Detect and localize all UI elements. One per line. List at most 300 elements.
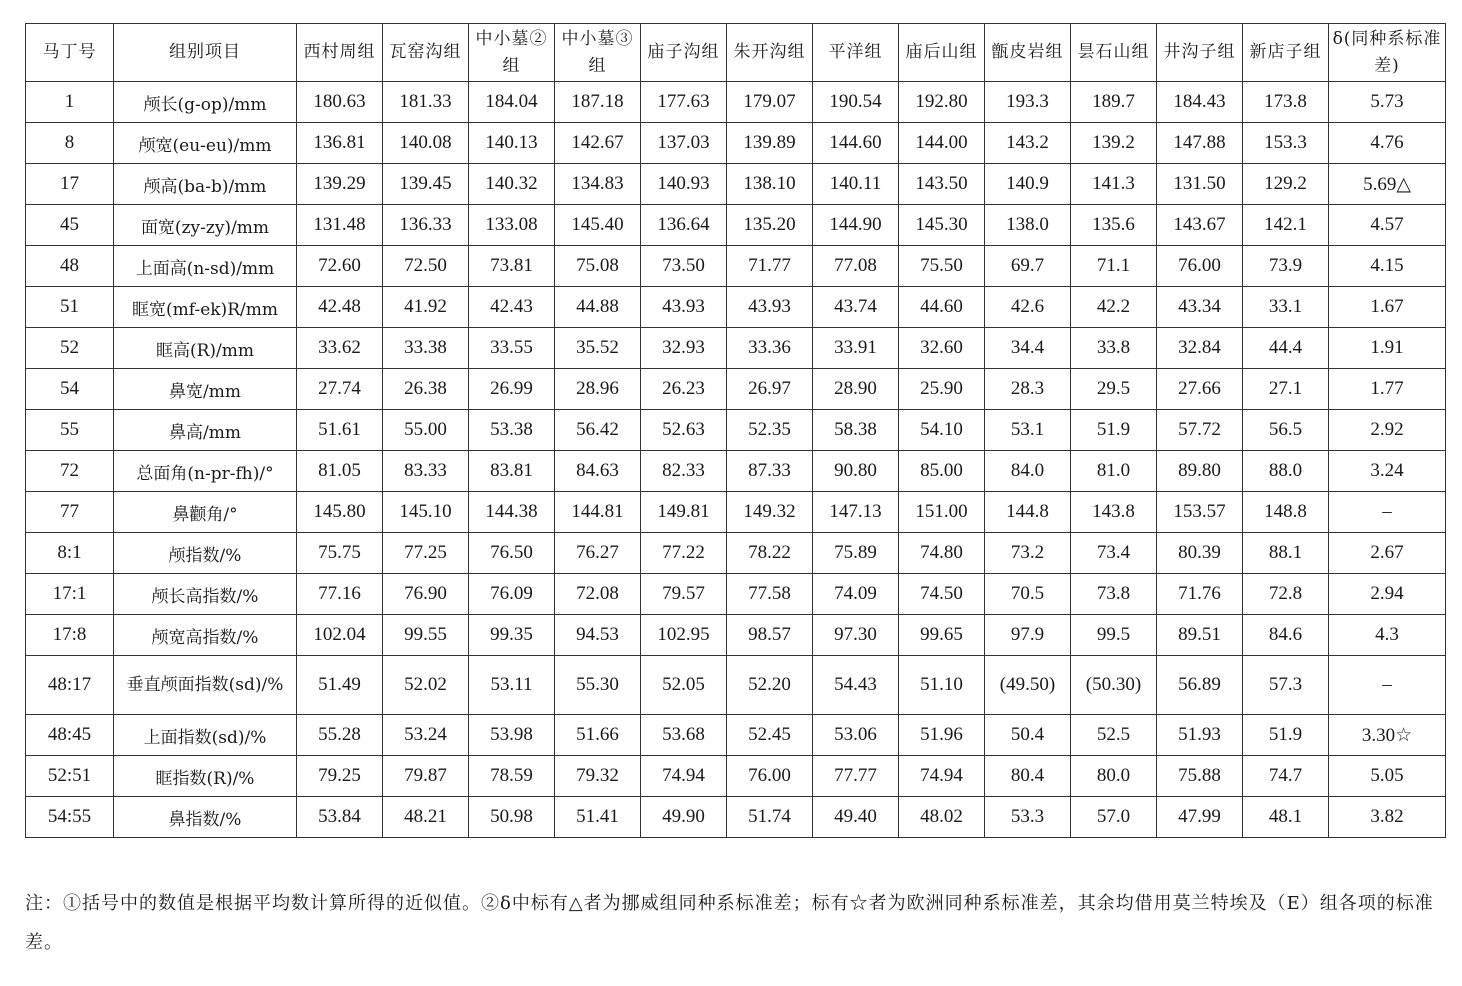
value-cell: 76.00	[727, 756, 813, 797]
std-deviation-cell: 5.73	[1329, 82, 1446, 123]
value-cell: 97.30	[813, 615, 899, 656]
value-cell: 140.93	[641, 164, 727, 205]
value-cell: 43.93	[641, 287, 727, 328]
value-cell: 51.9	[1243, 715, 1329, 756]
martin-number-cell: 17:1	[26, 574, 114, 615]
value-cell: 131.48	[297, 205, 383, 246]
value-cell: 26.38	[383, 369, 469, 410]
value-cell: 53.98	[469, 715, 555, 756]
value-cell: 73.81	[469, 246, 555, 287]
value-cell: 135.6	[1071, 205, 1157, 246]
value-cell: 52.63	[641, 410, 727, 451]
value-cell: 52.20	[727, 656, 813, 715]
value-cell: 52.35	[727, 410, 813, 451]
value-cell: 49.90	[641, 797, 727, 838]
value-cell: 50.4	[985, 715, 1071, 756]
value-cell: 44.4	[1243, 328, 1329, 369]
value-cell: 145.10	[383, 492, 469, 533]
value-cell: 70.5	[985, 574, 1071, 615]
item-label-cell: 眶高(R)/mm	[114, 328, 297, 369]
item-label-cell: 上面指数(sd)/%	[114, 715, 297, 756]
value-cell: 74.7	[1243, 756, 1329, 797]
value-cell: 83.33	[383, 451, 469, 492]
table-row	[26, 328, 1446, 369]
value-cell: 136.33	[383, 205, 469, 246]
value-cell: 33.8	[1071, 328, 1157, 369]
value-cell: 52.02	[383, 656, 469, 715]
value-cell: 84.63	[555, 451, 641, 492]
value-cell: 32.60	[899, 328, 985, 369]
value-cell: 51.61	[297, 410, 383, 451]
value-cell: 81.05	[297, 451, 383, 492]
table-row	[26, 369, 1446, 410]
value-cell: 76.27	[555, 533, 641, 574]
table-row	[26, 533, 1446, 574]
value-cell: 98.57	[727, 615, 813, 656]
value-cell: 137.03	[641, 123, 727, 164]
value-cell: 77.16	[297, 574, 383, 615]
value-cell: 33.91	[813, 328, 899, 369]
value-cell: 144.60	[813, 123, 899, 164]
value-cell: 72.8	[1243, 574, 1329, 615]
value-cell: 136.64	[641, 205, 727, 246]
value-cell: 73.50	[641, 246, 727, 287]
value-cell: 53.06	[813, 715, 899, 756]
value-cell: 89.51	[1157, 615, 1243, 656]
value-cell: 78.22	[727, 533, 813, 574]
value-cell: 83.81	[469, 451, 555, 492]
martin-number-cell: 51	[26, 287, 114, 328]
table-row	[26, 205, 1446, 246]
value-cell: 90.80	[813, 451, 899, 492]
value-cell: 71.1	[1071, 246, 1157, 287]
value-cell: 173.8	[1243, 82, 1329, 123]
value-cell: 74.94	[899, 756, 985, 797]
value-cell: 140.32	[469, 164, 555, 205]
std-deviation-cell: 4.76	[1329, 123, 1446, 164]
value-cell: (49.50)	[985, 656, 1071, 715]
value-cell: 153.3	[1243, 123, 1329, 164]
std-deviation-cell: 1.91	[1329, 328, 1446, 369]
value-cell: 75.89	[813, 533, 899, 574]
martin-number-cell: 17:8	[26, 615, 114, 656]
value-cell: 82.33	[641, 451, 727, 492]
table-row	[26, 615, 1446, 656]
value-cell: 53.38	[469, 410, 555, 451]
value-cell: 145.80	[297, 492, 383, 533]
value-cell: 56.89	[1157, 656, 1243, 715]
value-cell: 48.1	[1243, 797, 1329, 838]
table-body	[26, 82, 1446, 838]
value-cell: 138.0	[985, 205, 1071, 246]
value-cell: 51.93	[1157, 715, 1243, 756]
value-cell: 76.09	[469, 574, 555, 615]
value-cell: 28.96	[555, 369, 641, 410]
header-miaozigou: 庙子沟组	[641, 24, 727, 82]
value-cell: 55.30	[555, 656, 641, 715]
value-cell: 53.24	[383, 715, 469, 756]
item-label-cell: 鼻高/mm	[114, 410, 297, 451]
std-deviation-cell: 4.3	[1329, 615, 1446, 656]
value-cell: 52.5	[1071, 715, 1157, 756]
value-cell: 87.33	[727, 451, 813, 492]
item-label-cell: 鼻宽/mm	[114, 369, 297, 410]
header-martin-number: 马丁号	[26, 24, 114, 82]
craniometric-comparison-table	[25, 23, 1446, 838]
martin-number-cell: 77	[26, 492, 114, 533]
value-cell: 180.63	[297, 82, 383, 123]
header-pingyang: 平洋组	[813, 24, 899, 82]
header-jinggouzi: 井沟子组	[1157, 24, 1243, 82]
value-cell: 193.3	[985, 82, 1071, 123]
table-row	[26, 246, 1446, 287]
table-row	[26, 451, 1446, 492]
value-cell: 52.45	[727, 715, 813, 756]
value-cell: 80.4	[985, 756, 1071, 797]
item-label-cell: 颅宽(eu-eu)/mm	[114, 123, 297, 164]
value-cell: 89.80	[1157, 451, 1243, 492]
item-label-cell: 面宽(zy-zy)/mm	[114, 205, 297, 246]
header-zhukaigou: 朱开沟组	[727, 24, 813, 82]
martin-number-cell: 72	[26, 451, 114, 492]
value-cell: 94.53	[555, 615, 641, 656]
item-label-cell: 眶宽(mf-ek)R/mm	[114, 287, 297, 328]
table-row	[26, 287, 1446, 328]
value-cell: 192.80	[899, 82, 985, 123]
table-row	[26, 410, 1446, 451]
martin-number-cell: 48	[26, 246, 114, 287]
value-cell: 102.95	[641, 615, 727, 656]
value-cell: 26.97	[727, 369, 813, 410]
value-cell: 145.30	[899, 205, 985, 246]
header-zhongxiaomu-3: 中小墓③组	[555, 24, 641, 82]
value-cell: 189.7	[1071, 82, 1157, 123]
value-cell: 42.48	[297, 287, 383, 328]
value-cell: 33.55	[469, 328, 555, 369]
martin-number-cell: 54	[26, 369, 114, 410]
value-cell: 57.0	[1071, 797, 1157, 838]
value-cell: 145.40	[555, 205, 641, 246]
table-row	[26, 756, 1446, 797]
value-cell: 184.04	[469, 82, 555, 123]
value-cell: 54.10	[899, 410, 985, 451]
value-cell: 84.0	[985, 451, 1071, 492]
table-row	[26, 797, 1446, 838]
header-xicunzhou: 西村周组	[297, 24, 383, 82]
std-deviation-cell: 3.24	[1329, 451, 1446, 492]
value-cell: 71.77	[727, 246, 813, 287]
header-tanshishan: 昙石山组	[1071, 24, 1157, 82]
value-cell: 75.50	[899, 246, 985, 287]
header-row	[26, 24, 1446, 82]
value-cell: 50.98	[469, 797, 555, 838]
value-cell: 28.90	[813, 369, 899, 410]
table-header	[26, 24, 1446, 82]
value-cell: 79.57	[641, 574, 727, 615]
value-cell: 144.00	[899, 123, 985, 164]
value-cell: 73.2	[985, 533, 1071, 574]
value-cell: 69.7	[985, 246, 1071, 287]
value-cell: 44.60	[899, 287, 985, 328]
value-cell: 75.08	[555, 246, 641, 287]
item-label-cell: 总面角(n-pr-fh)/°	[114, 451, 297, 492]
value-cell: 42.6	[985, 287, 1071, 328]
table-row	[26, 492, 1446, 533]
value-cell: 151.00	[899, 492, 985, 533]
value-cell: 84.6	[1243, 615, 1329, 656]
item-label-cell: 颅宽高指数/%	[114, 615, 297, 656]
value-cell: 144.81	[555, 492, 641, 533]
value-cell: 51.10	[899, 656, 985, 715]
value-cell: 102.04	[297, 615, 383, 656]
std-deviation-cell: –	[1329, 656, 1446, 715]
value-cell: 48.21	[383, 797, 469, 838]
std-deviation-cell: 2.92	[1329, 410, 1446, 451]
value-cell: 140.9	[985, 164, 1071, 205]
value-cell: 81.0	[1071, 451, 1157, 492]
value-cell: 97.9	[985, 615, 1071, 656]
value-cell: 78.59	[469, 756, 555, 797]
value-cell: 56.42	[555, 410, 641, 451]
martin-number-cell: 52	[26, 328, 114, 369]
value-cell: 42.43	[469, 287, 555, 328]
item-label-cell: 鼻指数/%	[114, 797, 297, 838]
value-cell: 72.50	[383, 246, 469, 287]
value-cell: 73.9	[1243, 246, 1329, 287]
std-deviation-cell: 2.67	[1329, 533, 1446, 574]
header-wayaogou: 瓦窑沟组	[383, 24, 469, 82]
value-cell: 99.5	[1071, 615, 1157, 656]
value-cell: 27.1	[1243, 369, 1329, 410]
martin-number-cell: 48:17	[26, 656, 114, 715]
std-deviation-cell: 1.77	[1329, 369, 1446, 410]
value-cell: 53.1	[985, 410, 1071, 451]
std-deviation-cell: 3.30☆	[1329, 715, 1446, 756]
value-cell: 80.39	[1157, 533, 1243, 574]
value-cell: 139.89	[727, 123, 813, 164]
table-row	[26, 656, 1446, 715]
value-cell: 76.00	[1157, 246, 1243, 287]
value-cell: 73.4	[1071, 533, 1157, 574]
martin-number-cell: 55	[26, 410, 114, 451]
value-cell: 32.93	[641, 328, 727, 369]
value-cell: 144.8	[985, 492, 1071, 533]
value-cell: 181.33	[383, 82, 469, 123]
value-cell: 138.10	[727, 164, 813, 205]
std-deviation-cell: 4.57	[1329, 205, 1446, 246]
std-deviation-cell: 5.69△	[1329, 164, 1446, 205]
header-zhongxiaomu-2: 中小墓②组	[469, 24, 555, 82]
value-cell: 41.92	[383, 287, 469, 328]
value-cell: 142.1	[1243, 205, 1329, 246]
value-cell: 29.5	[1071, 369, 1157, 410]
value-cell: 143.8	[1071, 492, 1157, 533]
item-label-cell: 垂直颅面指数(sd)/%	[114, 656, 297, 715]
value-cell: 143.67	[1157, 205, 1243, 246]
table-row	[26, 82, 1446, 123]
value-cell: 26.99	[469, 369, 555, 410]
value-cell: 55.28	[297, 715, 383, 756]
value-cell: 190.54	[813, 82, 899, 123]
value-cell: 144.90	[813, 205, 899, 246]
value-cell: 42.2	[1071, 287, 1157, 328]
item-label-cell: 颅指数/%	[114, 533, 297, 574]
value-cell: (50.30)	[1071, 656, 1157, 715]
measurement-table-container	[25, 23, 1441, 838]
value-cell: 143.2	[985, 123, 1071, 164]
value-cell: 53.84	[297, 797, 383, 838]
value-cell: 99.35	[469, 615, 555, 656]
value-cell: 140.13	[469, 123, 555, 164]
value-cell: 27.74	[297, 369, 383, 410]
value-cell: 53.68	[641, 715, 727, 756]
table-row	[26, 123, 1446, 164]
value-cell: 184.43	[1157, 82, 1243, 123]
value-cell: 149.81	[641, 492, 727, 533]
value-cell: 33.1	[1243, 287, 1329, 328]
value-cell: 51.9	[1071, 410, 1157, 451]
value-cell: 52.05	[641, 656, 727, 715]
value-cell: 32.84	[1157, 328, 1243, 369]
item-label-cell: 上面高(n-sd)/mm	[114, 246, 297, 287]
value-cell: 177.63	[641, 82, 727, 123]
value-cell: 144.38	[469, 492, 555, 533]
value-cell: 43.34	[1157, 287, 1243, 328]
header-group-item: 组别项目	[114, 24, 297, 82]
std-deviation-cell: 3.82	[1329, 797, 1446, 838]
value-cell: 143.50	[899, 164, 985, 205]
value-cell: 140.11	[813, 164, 899, 205]
value-cell: 53.11	[469, 656, 555, 715]
value-cell: 133.08	[469, 205, 555, 246]
value-cell: 74.80	[899, 533, 985, 574]
value-cell: 141.3	[1071, 164, 1157, 205]
value-cell: 72.08	[555, 574, 641, 615]
martin-number-cell: 8	[26, 123, 114, 164]
std-deviation-cell: 1.67	[1329, 287, 1446, 328]
martin-number-cell: 1	[26, 82, 114, 123]
value-cell: 76.50	[469, 533, 555, 574]
value-cell: 51.49	[297, 656, 383, 715]
value-cell: 33.36	[727, 328, 813, 369]
value-cell: 74.50	[899, 574, 985, 615]
value-cell: 57.3	[1243, 656, 1329, 715]
header-xindianzi: 新店子组	[1243, 24, 1329, 82]
value-cell: 136.81	[297, 123, 383, 164]
value-cell: 129.2	[1243, 164, 1329, 205]
header-miaohoushan: 庙后山组	[899, 24, 985, 82]
value-cell: 77.22	[641, 533, 727, 574]
martin-number-cell: 54:55	[26, 797, 114, 838]
std-deviation-cell: 5.05	[1329, 756, 1446, 797]
value-cell: 77.58	[727, 574, 813, 615]
std-deviation-cell: 4.15	[1329, 246, 1446, 287]
value-cell: 147.13	[813, 492, 899, 533]
value-cell: 43.93	[727, 287, 813, 328]
value-cell: 35.52	[555, 328, 641, 369]
value-cell: 77.08	[813, 246, 899, 287]
value-cell: 99.65	[899, 615, 985, 656]
martin-number-cell: 52:51	[26, 756, 114, 797]
std-deviation-cell: 2.94	[1329, 574, 1446, 615]
value-cell: 44.88	[555, 287, 641, 328]
value-cell: 48.02	[899, 797, 985, 838]
item-label-cell: 眶指数(R)/%	[114, 756, 297, 797]
value-cell: 51.96	[899, 715, 985, 756]
value-cell: 79.87	[383, 756, 469, 797]
value-cell: 43.74	[813, 287, 899, 328]
value-cell: 147.88	[1157, 123, 1243, 164]
value-cell: 33.62	[297, 328, 383, 369]
martin-number-cell: 48:45	[26, 715, 114, 756]
value-cell: 26.23	[641, 369, 727, 410]
value-cell: 134.83	[555, 164, 641, 205]
value-cell: 71.76	[1157, 574, 1243, 615]
value-cell: 85.00	[899, 451, 985, 492]
value-cell: 76.90	[383, 574, 469, 615]
value-cell: 88.0	[1243, 451, 1329, 492]
item-label-cell: 鼻颧角/°	[114, 492, 297, 533]
value-cell: 34.4	[985, 328, 1071, 369]
value-cell: 75.88	[1157, 756, 1243, 797]
value-cell: 51.74	[727, 797, 813, 838]
value-cell: 74.09	[813, 574, 899, 615]
value-cell: 79.25	[297, 756, 383, 797]
item-label-cell: 颅高(ba-b)/mm	[114, 164, 297, 205]
value-cell: 33.38	[383, 328, 469, 369]
value-cell: 51.66	[555, 715, 641, 756]
martin-number-cell: 17	[26, 164, 114, 205]
value-cell: 153.57	[1157, 492, 1243, 533]
value-cell: 56.5	[1243, 410, 1329, 451]
value-cell: 79.32	[555, 756, 641, 797]
value-cell: 179.07	[727, 82, 813, 123]
value-cell: 77.25	[383, 533, 469, 574]
value-cell: 187.18	[555, 82, 641, 123]
value-cell: 80.0	[1071, 756, 1157, 797]
table-row	[26, 164, 1446, 205]
value-cell: 27.66	[1157, 369, 1243, 410]
value-cell: 47.99	[1157, 797, 1243, 838]
header-zengpiyan: 甑皮岩组	[985, 24, 1071, 82]
value-cell: 55.00	[383, 410, 469, 451]
header-delta-std: δ(同种系标准差)	[1329, 24, 1446, 82]
item-label-cell: 颅长(g-op)/mm	[114, 82, 297, 123]
table-row	[26, 715, 1446, 756]
value-cell: 57.72	[1157, 410, 1243, 451]
value-cell: 142.67	[555, 123, 641, 164]
value-cell: 74.94	[641, 756, 727, 797]
value-cell: 135.20	[727, 205, 813, 246]
value-cell: 131.50	[1157, 164, 1243, 205]
value-cell: 139.29	[297, 164, 383, 205]
value-cell: 73.8	[1071, 574, 1157, 615]
value-cell: 54.43	[813, 656, 899, 715]
value-cell: 77.77	[813, 756, 899, 797]
value-cell: 72.60	[297, 246, 383, 287]
value-cell: 88.1	[1243, 533, 1329, 574]
martin-number-cell: 8:1	[26, 533, 114, 574]
value-cell: 75.75	[297, 533, 383, 574]
value-cell: 28.3	[985, 369, 1071, 410]
martin-number-cell: 45	[26, 205, 114, 246]
value-cell: 53.3	[985, 797, 1071, 838]
value-cell: 99.55	[383, 615, 469, 656]
value-cell: 51.41	[555, 797, 641, 838]
value-cell: 139.2	[1071, 123, 1157, 164]
value-cell: 58.38	[813, 410, 899, 451]
item-label-cell: 颅长高指数/%	[114, 574, 297, 615]
